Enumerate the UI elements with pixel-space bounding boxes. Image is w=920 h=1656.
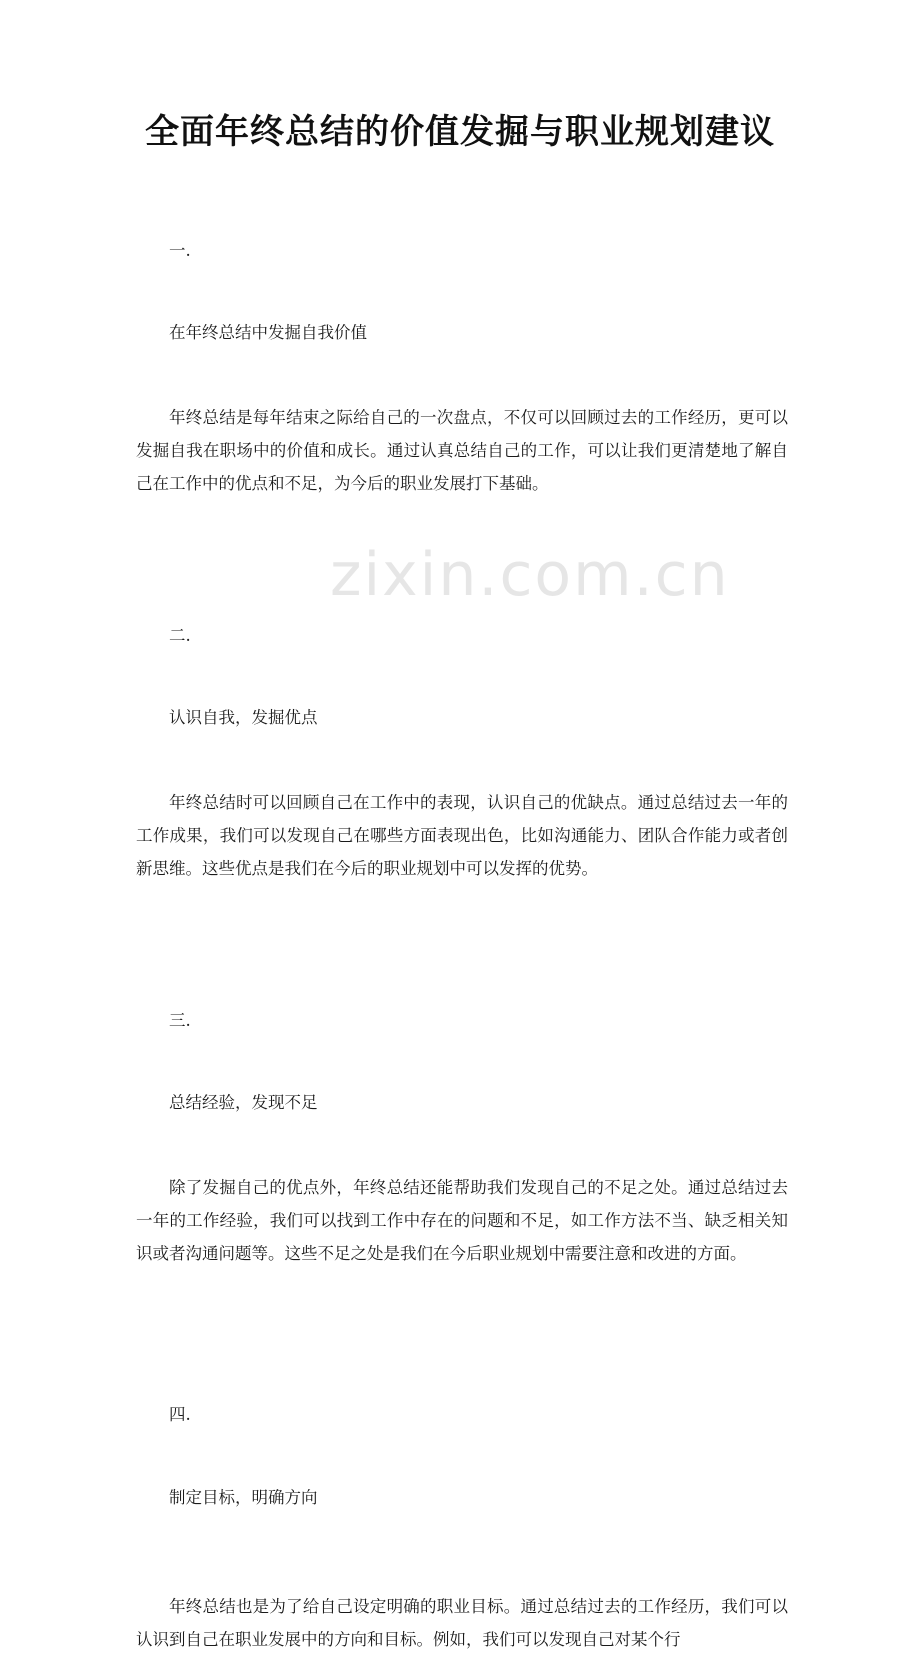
section-number-4: 四. — [169, 1405, 191, 1424]
section-paragraph-1: 年终总结是每年结束之际给自己的一次盘点，不仅可以回顾过去的工作经历，更可以发掘自我在职场中的价值和成长。通过认真总结自己的工作，可以让我们更清楚地了解自己在工作中的优点和不足，为今后的职业发展打下基础。 — [136, 408, 788, 493]
section-heading-4: 制定目标，明确方向 — [169, 1488, 318, 1507]
section-number-3: 三. — [169, 1011, 191, 1030]
section-heading-2: 认识自我，发掘优点 — [169, 708, 318, 727]
section-paragraph-4: 年终总结也是为了给自己设定明确的职业目标。通过总结过去的工作经历，我们可以认识到自己在职业发展中的方向和目标。例如，我们可以发现自己对某个行 — [136, 1597, 788, 1649]
section-heading-1: 在年终总结中发掘自我价值 — [169, 323, 367, 342]
document-title: 全面年终总结的价值发掘与职业规划建议 — [145, 112, 775, 152]
watermark: zixin.com.cn — [330, 540, 730, 610]
section-paragraph-3: 除了发掘自己的优点外，年终总结还能帮助我们发现自己的不足之处。通过总结过去一年的工作经验，我们可以找到工作中存在的问题和不足，如工作方法不当、缺乏相关知识或者沟通问题等。这些不足之处是我们在今后职业规划中需要注意和改进的方面。 — [136, 1178, 788, 1263]
section-number-2: 二. — [169, 626, 191, 645]
section-heading-3: 总结经验，发现不足 — [169, 1093, 318, 1112]
section-number-1: 一. — [169, 241, 191, 260]
section-paragraph-2: 年终总结时可以回顾自己在工作中的表现，认识自己的优缺点。通过总结过去一年的工作成果，我们可以发现自己在哪些方面表现出色，比如沟通能力、团队合作能力或者创新思维。这些优点是我们在今后的职业规划中可以发挥的优势。 — [136, 793, 788, 878]
